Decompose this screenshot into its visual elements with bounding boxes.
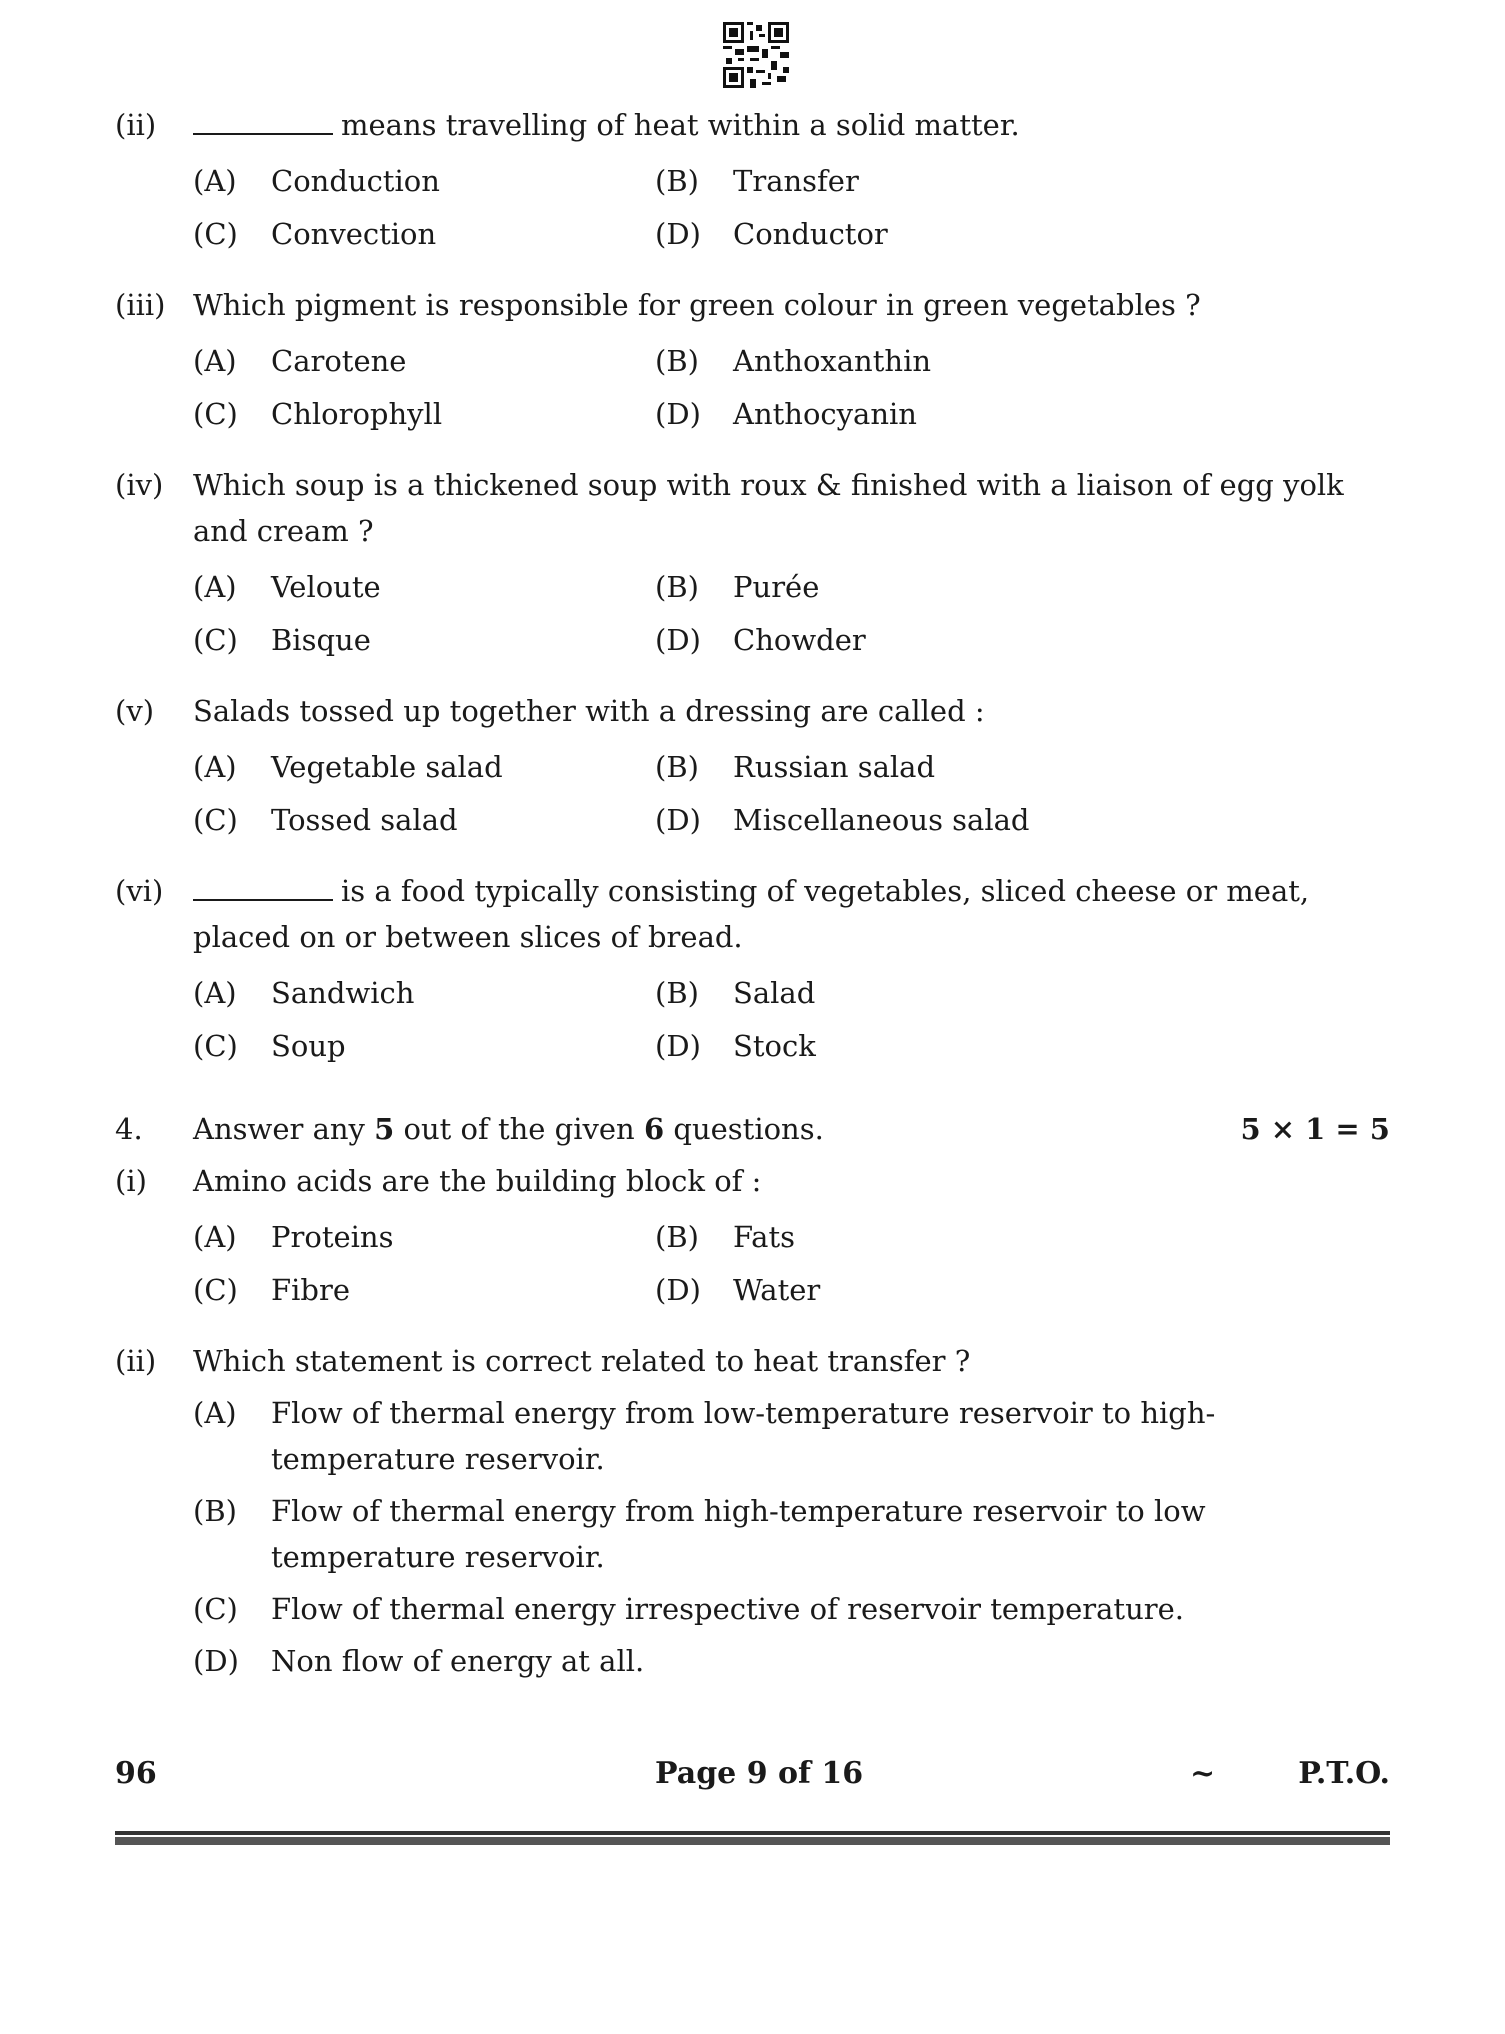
option-label: (C) [193,216,238,251]
option-d [655,793,1390,846]
option-text: Fats [733,1219,795,1254]
options-grid [193,740,1390,846]
option-label: (B) [655,343,699,378]
option-text: Proteins [271,1219,394,1254]
option-label: (A) [193,975,237,1010]
footer-rule [115,1831,1390,1835]
option-a [193,966,655,1019]
option-a [193,560,655,613]
instruction-text: out of the given [394,1112,644,1146]
option-label: (D) [655,802,701,837]
option-a [193,740,655,793]
option-text: Anthocyanin [733,396,917,431]
option-b [655,560,1390,613]
question-text: Amino acids are the building block of : [193,1164,762,1198]
options-grid [193,1210,1390,1316]
question-text: means travelling of heat within a solid matter. [341,108,1020,142]
option-d [655,1019,1390,1072]
option-a [193,154,655,207]
question-number: (i) [115,1164,147,1198]
instruction-count: 6 [643,1112,665,1146]
option-text: Transfer [733,163,859,198]
option-text: Non flow of energy at all. [271,1644,645,1678]
option-text: Water [733,1272,821,1307]
option-text: Flow of thermal energy irrespective of reservoir temperature. [271,1592,1184,1626]
option-label: (C) [193,396,238,431]
options-grid [193,560,1390,666]
question-3-iv [115,462,1390,666]
question-number: (v) [115,694,155,728]
question-3-v [115,688,1390,846]
question-text: Which soup is a thickened soup with roux & finished with a liaison of egg yolk and cream ? [193,468,1344,548]
option-text: Soup [271,1028,346,1063]
option-b [655,1210,1390,1263]
option-c [193,1019,655,1072]
option-text: Convection [271,216,437,251]
option-label: (A) [193,569,237,604]
option-a [193,1390,1390,1482]
pto-label: P.T.O. [1298,1756,1390,1791]
option-a [193,1210,655,1263]
option-label: (C) [193,802,238,837]
option-text: Salad [733,975,816,1010]
option-d [193,1638,1390,1684]
option-label: (B) [655,749,699,784]
tilde-mark: ~ [1190,1756,1216,1791]
qr-code-image [723,22,789,88]
fill-blank [193,107,333,135]
page-footer [115,1756,1390,1802]
option-b [655,154,1390,207]
instruction-text: Answer any [193,1112,375,1146]
option-label: (C) [193,1272,238,1307]
option-d [655,387,1390,440]
question-text: Which statement is correct related to heat transfer ? [193,1344,971,1378]
question-text: is a food typically consisting of vegetables, sliced cheese or meat, placed on or between slices of bread. [193,874,1310,954]
instruction-text: questions. [664,1112,824,1146]
option-b [655,740,1390,793]
question-number: 4. [115,1112,143,1146]
options-grid [193,334,1390,440]
question-text: Which pigment is responsible for green colour in green vegetables ? [193,288,1201,322]
option-label: (A) [193,749,237,784]
option-label: (D) [655,1272,701,1307]
options-grid [193,966,1390,1072]
option-c [193,207,655,260]
option-c [193,1586,1390,1632]
option-label: (A) [193,1396,237,1430]
question-number: (ii) [115,1344,157,1378]
option-c [193,387,655,440]
option-label: (B) [655,1219,699,1254]
fill-blank [193,873,333,901]
question-number: (vi) [115,874,164,908]
question-4-heading [115,1106,1390,1152]
question-3-vi [115,868,1390,1072]
options-grid [193,154,1390,260]
option-label: (B) [655,975,699,1010]
option-d [655,613,1390,666]
option-label: (D) [655,1028,701,1063]
option-b [193,1488,1390,1580]
question-content [115,102,1390,1712]
option-text: Carotene [271,343,407,378]
options-list [193,1390,1390,1684]
option-label: (C) [193,1028,238,1063]
question-number: (iv) [115,468,164,502]
question-4-i [115,1158,1390,1316]
option-text: Vegetable salad [271,749,503,784]
section-instruction [193,1106,1240,1152]
option-text: Veloute [271,569,381,604]
question-4-ii [115,1338,1390,1690]
question-number: (iii) [115,288,166,322]
question-3-iii [115,282,1390,440]
question-number: (ii) [115,108,157,142]
option-c [193,1263,655,1316]
question-text: Salads tossed up together with a dressing are called : [193,694,985,728]
instruction-count: 5 [374,1112,395,1146]
option-text: Miscellaneous salad [733,802,1030,837]
question-3-ii [115,102,1390,260]
option-text: Flow of thermal energy from low-temperature reservoir to high-temperature reservoir. [271,1396,1216,1476]
option-text: Purée [733,569,820,604]
option-text: Conduction [271,163,440,198]
page-number: Page 9 of 16 [655,1756,864,1791]
option-label: (C) [193,622,238,657]
option-text: Fibre [271,1272,350,1307]
option-label: (C) [193,1592,238,1626]
option-d [655,207,1390,260]
option-label: (A) [193,343,237,378]
footer-rule-thick [115,1837,1390,1845]
option-label: (D) [655,396,701,431]
option-b [655,334,1390,387]
option-label: (A) [193,163,237,198]
option-label: (D) [193,1644,239,1678]
option-text: Chowder [733,622,866,657]
option-text: Chlorophyll [271,396,443,431]
option-c [193,613,655,666]
option-text: Flow of thermal energy from high-temperature reservoir to low temperature reservoir. [271,1494,1206,1574]
option-d [655,1263,1390,1316]
option-text: Tossed salad [271,802,458,837]
option-text: Russian salad [733,749,936,784]
option-text: Conductor [733,216,888,251]
option-a [193,334,655,387]
option-label: (D) [655,622,701,657]
marks-allocation: 5 × 1 = 5 [1240,1112,1390,1146]
option-text: Sandwich [271,975,415,1010]
option-label: (A) [193,1219,237,1254]
option-label: (B) [193,1494,237,1528]
option-text: Stock [733,1028,816,1063]
option-label: (B) [655,163,699,198]
paper-code: 96 [115,1756,157,1791]
option-c [193,793,655,846]
option-label: (B) [655,569,699,604]
option-label: (D) [655,216,701,251]
option-text: Anthoxanthin [733,343,932,378]
option-text: Bisque [271,622,371,657]
option-b [655,966,1390,1019]
